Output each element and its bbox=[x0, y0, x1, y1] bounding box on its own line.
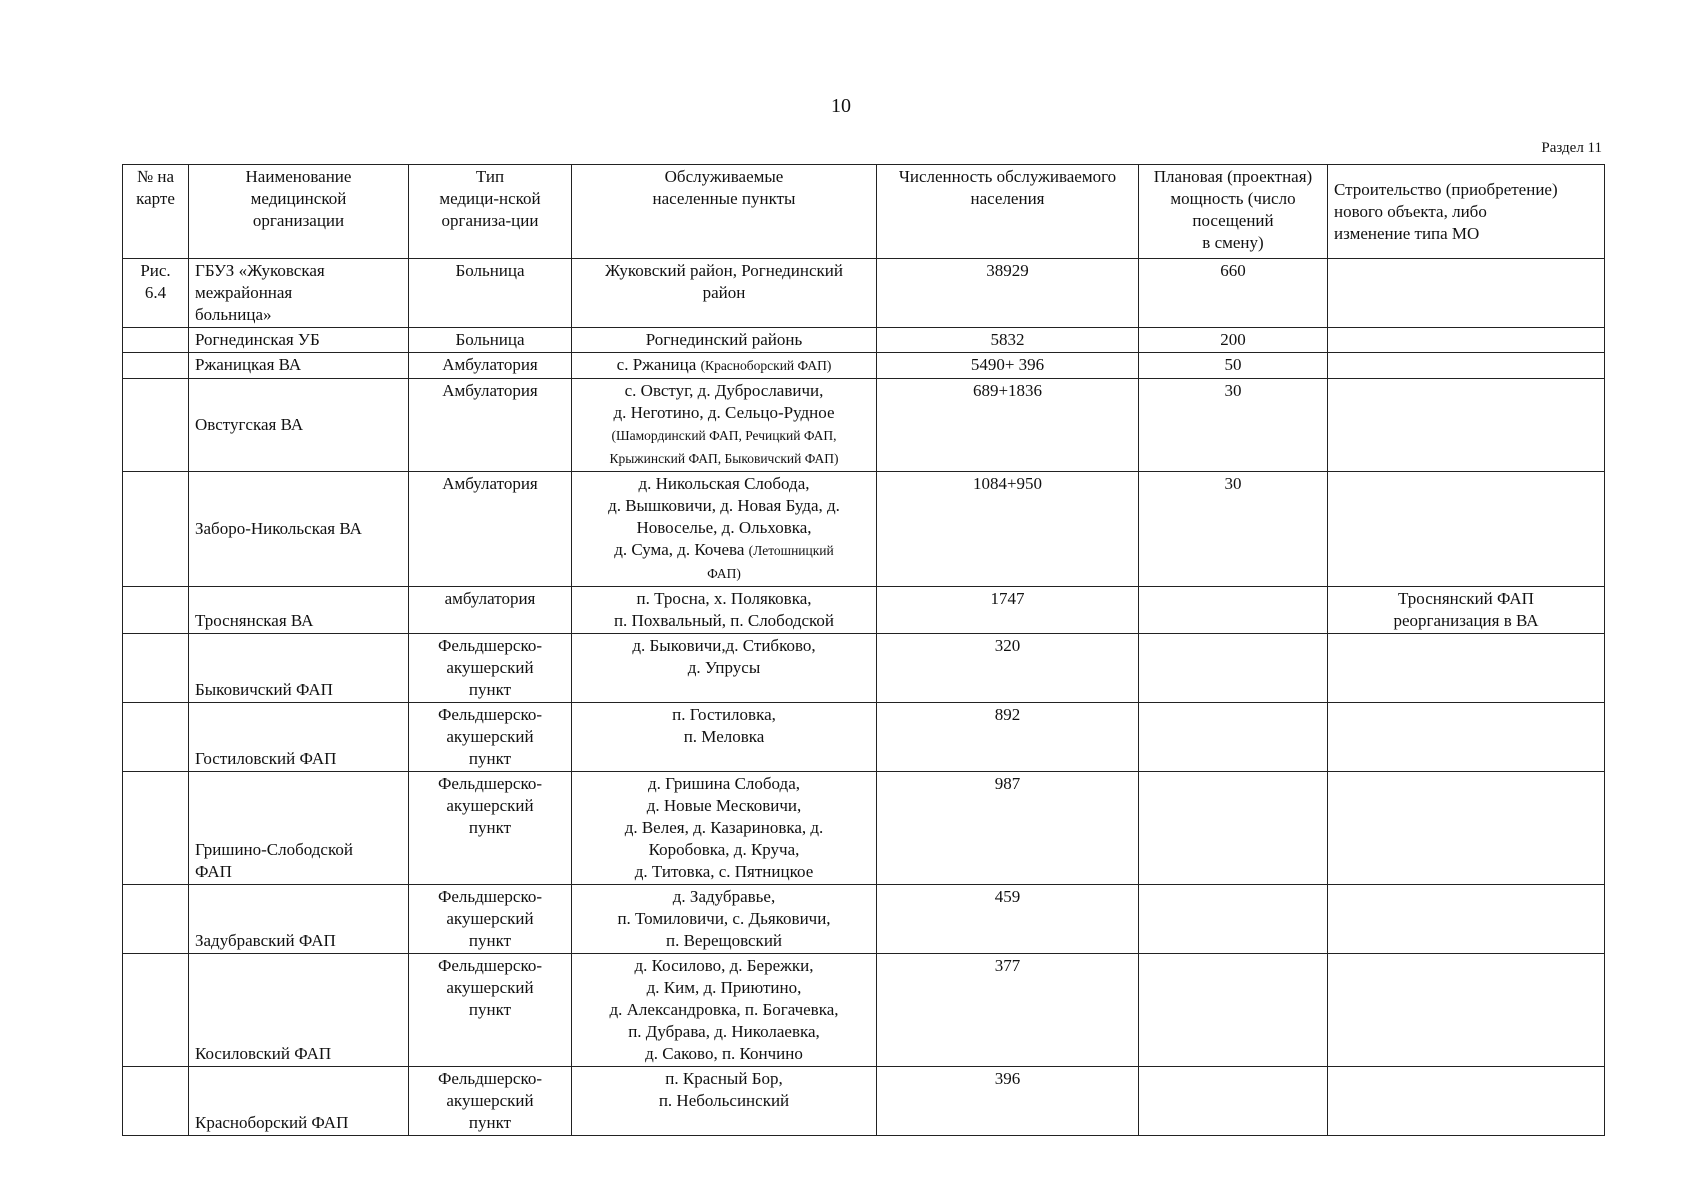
cell-org-type: Фельдшерско- акушерский пункт bbox=[409, 954, 572, 1067]
cell-served-places: д. Быковичи,д. Стибково, д. Упрусы bbox=[572, 634, 877, 703]
header-population: Численность обслуживаемого населения bbox=[877, 165, 1139, 259]
cell-construction bbox=[1328, 472, 1605, 587]
cell-construction bbox=[1328, 259, 1605, 328]
cell-served-places: п. Красный Бор, п. Небольсинский bbox=[572, 1067, 877, 1136]
cell-population: 1747 bbox=[877, 587, 1139, 634]
cell-org-type: Фельдшерско- акушерский пункт bbox=[409, 1067, 572, 1136]
cell-construction bbox=[1328, 885, 1605, 954]
cell-construction bbox=[1328, 1067, 1605, 1136]
cell-org-type: Фельдшерско- акушерский пункт bbox=[409, 885, 572, 954]
cell-org-name: Овстугская ВА bbox=[189, 379, 409, 472]
cell-org-name: Быковичский ФАП bbox=[189, 634, 409, 703]
cell-org-name: Косиловский ФАП bbox=[189, 954, 409, 1067]
table-row bbox=[123, 259, 1605, 328]
table-row bbox=[123, 1067, 1605, 1136]
header-served-places: Обслуживаемые населенные пункты bbox=[572, 165, 877, 259]
cell-capacity bbox=[1139, 772, 1328, 885]
cell-org-name: Троснянская ВА bbox=[189, 587, 409, 634]
header-construction: Строительство (приобретение) нового объекта, либо изменение типа МО bbox=[1328, 165, 1605, 259]
section-label: Раздел 11 bbox=[1541, 140, 1602, 156]
cell-population: 689+1836 bbox=[877, 379, 1139, 472]
cell-construction bbox=[1328, 703, 1605, 772]
cell-construction bbox=[1328, 379, 1605, 472]
table-row bbox=[123, 634, 1605, 703]
table-row bbox=[123, 379, 1605, 472]
cell-map-no bbox=[123, 954, 189, 1067]
cell-map-no bbox=[123, 472, 189, 587]
header-capacity: Плановая (проектная) мощность (число посещений в смену) bbox=[1139, 165, 1328, 259]
cell-served-places: д. Косилово, д. Бережки, д. Ким, д. Приютино, д. Александровка, п. Богачевка, п. Дубрава, д. Николаевка, д. Саково, п. Кончино bbox=[572, 954, 877, 1067]
cell-capacity: 30 bbox=[1139, 379, 1328, 472]
cell-population: 892 bbox=[877, 703, 1139, 772]
cell-org-name: ГБУЗ «Жуковская межрайонная больница» bbox=[189, 259, 409, 328]
cell-org-type: Амбулатория bbox=[409, 353, 572, 379]
cell-construction: Троснянский ФАП реорганизация в ВА bbox=[1328, 587, 1605, 634]
cell-capacity bbox=[1139, 1067, 1328, 1136]
cell-map-no bbox=[123, 772, 189, 885]
cell-construction bbox=[1328, 634, 1605, 703]
medical-organizations-table bbox=[122, 164, 1605, 1136]
cell-capacity bbox=[1139, 634, 1328, 703]
header-org-type: Тип медици-нской организа-ции bbox=[409, 165, 572, 259]
cell-capacity bbox=[1139, 587, 1328, 634]
cell-map-no bbox=[123, 379, 189, 472]
cell-construction bbox=[1328, 328, 1605, 353]
cell-map-no bbox=[123, 634, 189, 703]
cell-served-places: Рогнединский районь bbox=[572, 328, 877, 353]
cell-org-type: амбулатория bbox=[409, 587, 572, 634]
table-row bbox=[123, 353, 1605, 379]
cell-construction bbox=[1328, 772, 1605, 885]
cell-map-no bbox=[123, 328, 189, 353]
cell-population: 38929 bbox=[877, 259, 1139, 328]
cell-construction bbox=[1328, 954, 1605, 1067]
cell-capacity bbox=[1139, 954, 1328, 1067]
cell-org-type: Больница bbox=[409, 328, 572, 353]
cell-served-places: д. Гришина Слобода, д. Новые Месковичи, д. Велея, д. Казариновка, д. Коробовка, д. Круча, д. Титовка, с. Пятницкое bbox=[572, 772, 877, 885]
cell-capacity: 30 bbox=[1139, 472, 1328, 587]
cell-org-name: Задубравский ФАП bbox=[189, 885, 409, 954]
table-row bbox=[123, 472, 1605, 587]
cell-capacity bbox=[1139, 703, 1328, 772]
cell-construction bbox=[1328, 353, 1605, 379]
cell-served-places: п. Тросна, х. Поляковка, п. Похвальный, п. Слободской bbox=[572, 587, 877, 634]
cell-population: 1084+950 bbox=[877, 472, 1139, 587]
cell-served-places: с. Ржаница (Красноборский ФАП) bbox=[572, 353, 877, 379]
table-row bbox=[123, 703, 1605, 772]
cell-org-type: Фельдшерско- акушерский пункт bbox=[409, 772, 572, 885]
cell-org-name: Гришино-Слободской ФАП bbox=[189, 772, 409, 885]
cell-org-name: Ржаницкая ВА bbox=[189, 353, 409, 379]
cell-map-no: Рис. 6.4 bbox=[123, 259, 189, 328]
table-body bbox=[123, 259, 1605, 1136]
table-row bbox=[123, 587, 1605, 634]
cell-org-type: Фельдшерско- акушерский пункт bbox=[409, 703, 572, 772]
cell-map-no bbox=[123, 1067, 189, 1136]
cell-org-name: Гостиловский ФАП bbox=[189, 703, 409, 772]
cell-capacity: 660 bbox=[1139, 259, 1328, 328]
cell-org-name: Рогнединская УБ bbox=[189, 328, 409, 353]
table-row bbox=[123, 885, 1605, 954]
cell-population: 320 bbox=[877, 634, 1139, 703]
cell-capacity bbox=[1139, 885, 1328, 954]
header-org-name: Наименование медицинской организации bbox=[189, 165, 409, 259]
cell-org-type: Фельдшерско- акушерский пункт bbox=[409, 634, 572, 703]
cell-org-type: Больница bbox=[409, 259, 572, 328]
cell-org-name: Красноборский ФАП bbox=[189, 1067, 409, 1136]
cell-map-no bbox=[123, 587, 189, 634]
cell-population: 5832 bbox=[877, 328, 1139, 353]
table-row bbox=[123, 328, 1605, 353]
page-number: 10 bbox=[831, 95, 851, 117]
cell-capacity: 200 bbox=[1139, 328, 1328, 353]
table-row bbox=[123, 954, 1605, 1067]
cell-population: 377 bbox=[877, 954, 1139, 1067]
table-header-row bbox=[123, 165, 1605, 259]
cell-served-places: д. Никольская Слобода, д. Вышковичи, д. Новая Буда, д. Новоселье, д. Ольховка, д. Сума, д. Кочева (Летошницкий ФАП) bbox=[572, 472, 877, 587]
cell-map-no bbox=[123, 703, 189, 772]
cell-served-places: с. Овстуг, д. Дуброславичи, д. Неготино, д. Сельцо-Рудное (Шамординский ФАП, Речицкий ФАП, Крыжинский ФАП, Быковичский ФАП) bbox=[572, 379, 877, 472]
cell-served-places: п. Гостиловка, п. Меловка bbox=[572, 703, 877, 772]
table-row bbox=[123, 772, 1605, 885]
cell-population: 396 bbox=[877, 1067, 1139, 1136]
cell-population: 459 bbox=[877, 885, 1139, 954]
cell-population: 987 bbox=[877, 772, 1139, 885]
cell-served-places: д. Задубравье, п. Томиловичи, с. Дьяковичи, п. Верещовский bbox=[572, 885, 877, 954]
cell-org-name: Заборо-Никольская ВА bbox=[189, 472, 409, 587]
cell-org-type: Амбулатория bbox=[409, 472, 572, 587]
cell-map-no bbox=[123, 353, 189, 379]
cell-capacity: 50 bbox=[1139, 353, 1328, 379]
cell-served-places: Жуковский район, Рогнединский район bbox=[572, 259, 877, 328]
header-map-no: № на карте bbox=[123, 165, 189, 259]
cell-map-no bbox=[123, 885, 189, 954]
cell-org-type: Амбулатория bbox=[409, 379, 572, 472]
cell-population: 5490+ 396 bbox=[877, 353, 1139, 379]
